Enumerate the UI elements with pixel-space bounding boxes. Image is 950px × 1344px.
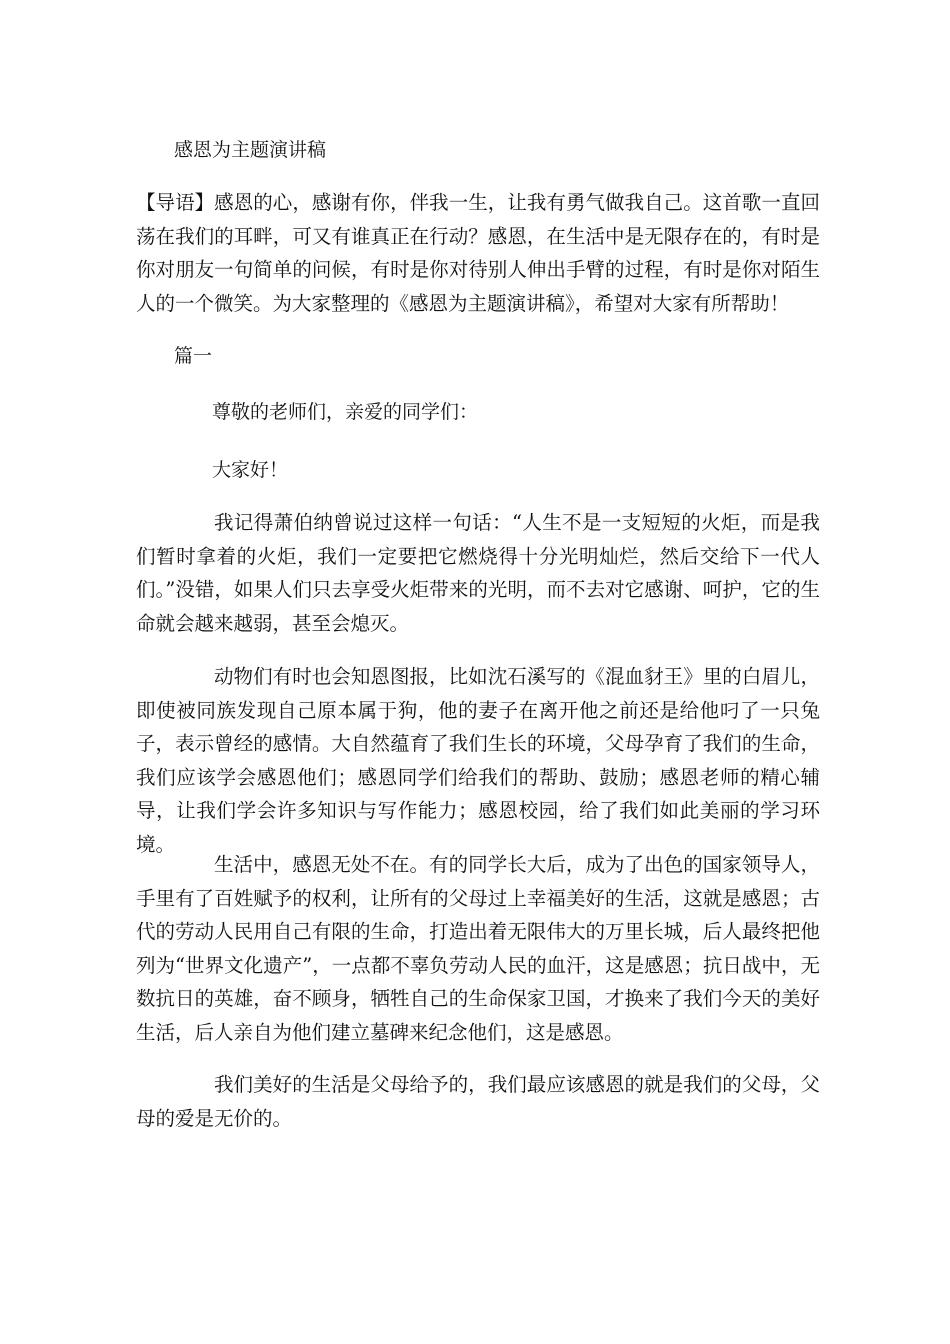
document-page (136, 0, 820, 1344)
body-paragraph-3: 生活中，感恩无处不在。有的同学长大后，成为了出色的国家领导人，手里有了百姓赋予的权利，让所有的父母过上幸福美好的生活，这就是感恩；古代的劳动人民用自己有限的生命，打造出着无限伟大的万里长城，后人最终把他列为“世界文化遗产”，一点都不辜负劳动人民的血汗，这是感恩；抗日战中，无数抗日的英雄，奋不顾身，牺牲自己的生命保家卫国，才换来了我们今天的美好生活，后人亲自为他们建立墓碑来纪念他们，这是感恩。 (136, 853, 820, 1044)
intro-paragraph: 【导语】感恩的心，感谢有你，伴我一生，让我有勇气做我自己。这首歌一直回荡在我们的耳畔，可又有谁真正在行动？感恩，在生活中是无限存在的，有时是你对朋友一句简单的问候，有时是你对待别人伸出手臂的过程，有时是你对陌生人的一个微笑。为大家整理的《感恩为主题演讲稿》，希望对大家有所帮助！ (136, 191, 820, 315)
document-title: 感恩为主题演讲稿 (174, 139, 327, 161)
body-paragraph-4: 我们美好的生活是父母给予的，我们最应该感恩的就是我们的父母，父母的爱是无价的。 (136, 1073, 820, 1130)
body-paragraph-2: 动物们有时也会知恩图报，比如沈石溪写的《混血豺王》里的白眉儿，即使被同族发现自己原本属于狗，他的妻子在离开他之前还是给他叼了一只兔子，表示曾经的感情。大自然蕴育了我们生长的环境，父母孕育了我们的生命，我们应该学会感恩他们；感恩同学们给我们的帮助、鼓励；感恩老师的精心辅导，让我们学会许多知识与写作能力；感恩校园，给了我们如此美丽的学习环境。 (136, 665, 820, 856)
body-paragraph-1: 我记得萧伯纳曾说过这样一句话：“人生不是一支短短的火炬，而是我们暂时拿着的火炬，我们一定要把它燃烧得十分光明灿烂，然后交给下一代人们。”没错，如果人们只去享受火炬带来的光明，而不去对它感谢、呵护，它的生命就会越来越弱，甚至会熄灭。 (136, 511, 820, 635)
greeting: 大家好！ (212, 459, 289, 481)
salutation: 尊敬的老师们，亲爱的同学们： (212, 401, 479, 423)
section-heading: 篇一 (174, 345, 213, 367)
